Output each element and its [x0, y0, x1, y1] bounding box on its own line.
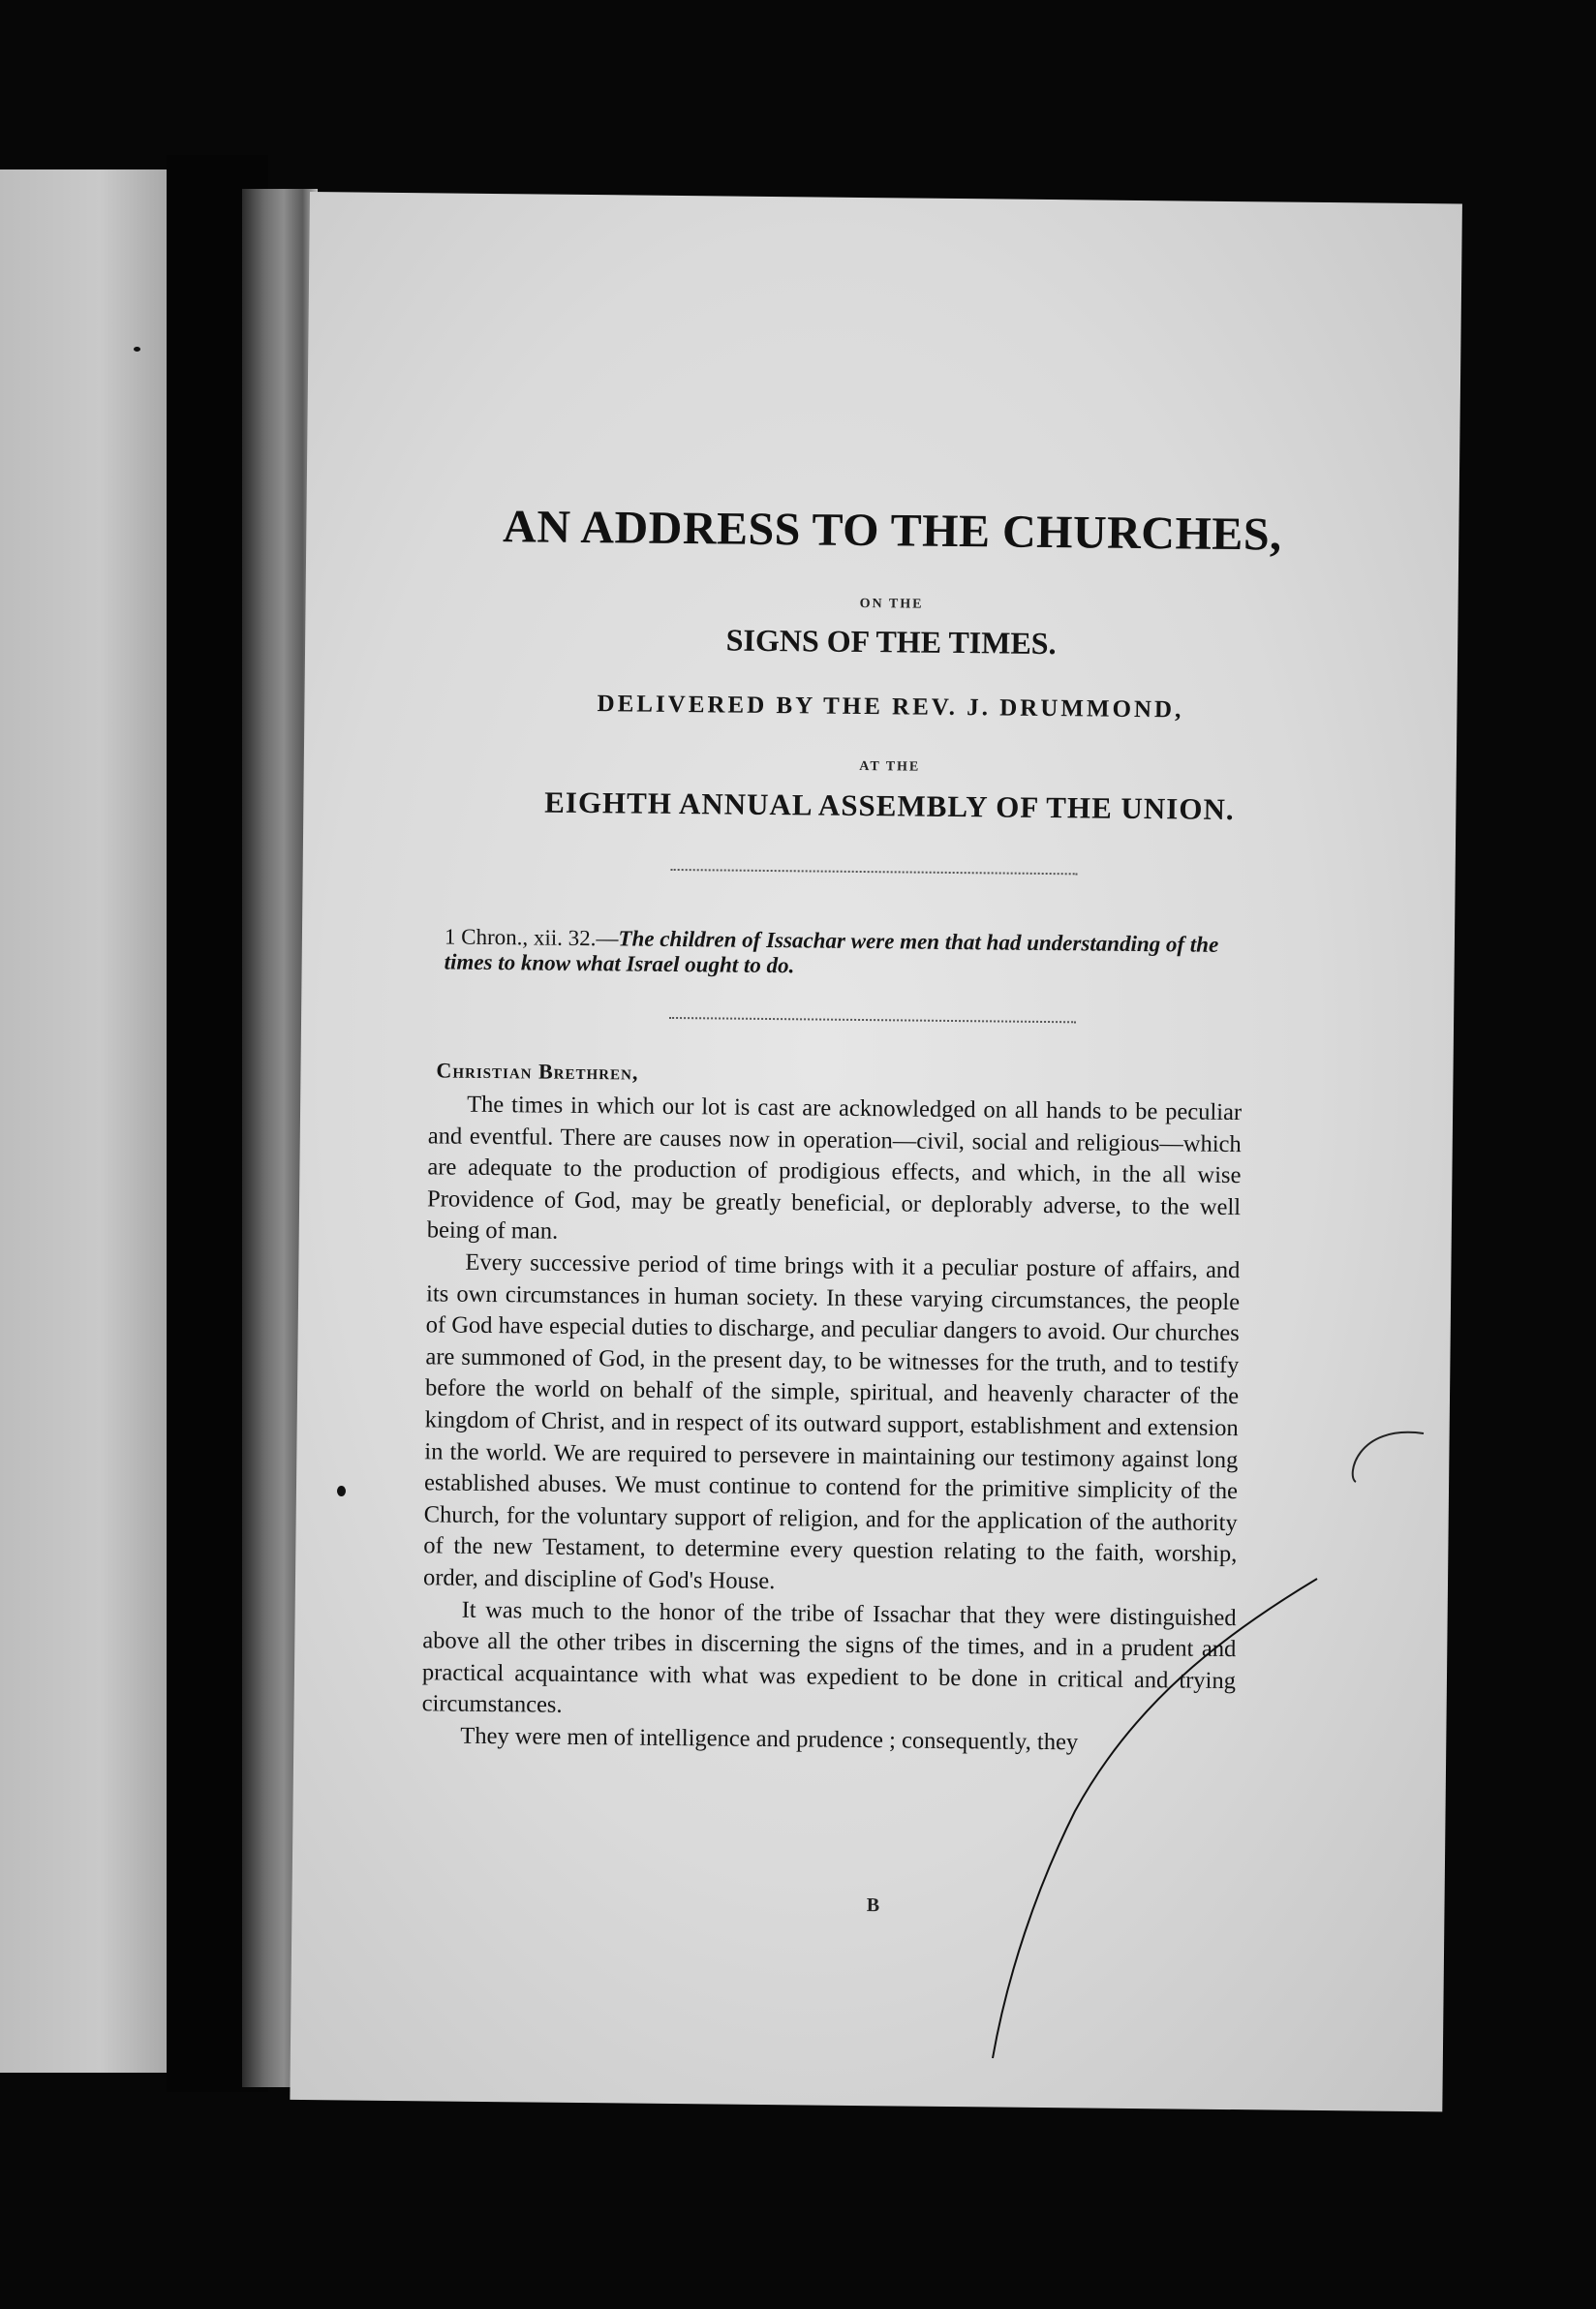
ink-speck	[134, 347, 140, 352]
at-the-label: AT THE	[859, 758, 921, 775]
paragraph-4: They were men of intelligence and prudence ; consequently, they	[460, 1722, 1079, 1756]
ink-speck	[337, 1486, 346, 1496]
paragraph-1: The times in which our lot is cast are acknowledged on all hands to be peculiar and eventful. There are causes now in operation—civil, social and religious—which are adequate to the production of prodigious effects, and which, in the all wise Providence of God, may be greatly beneficial, or deplorably adverse, to the well being of man.	[426, 1091, 1243, 1246]
on-the-label: ON THE	[859, 596, 924, 612]
signature-mark: B	[866, 1894, 880, 1917]
epigraph-quote: The children of Issachar were men that had understanding of the times to know what Israel ought to do.	[444, 926, 1219, 978]
epigraph-reference: 1 Chron., xii. 32.—	[444, 924, 619, 951]
assembly-line: EIGHTH ANNUAL ASSEMBLY OF THE UNION.	[544, 785, 1235, 827]
epigraph	[445, 924, 1258, 983]
document-page	[290, 192, 1462, 2111]
body-text	[421, 1089, 1242, 1760]
document-title: AN ADDRESS TO THE CHURCHES,	[502, 501, 1282, 561]
left-facing-page-edge	[0, 169, 167, 2073]
salutation: Christian Brethren,	[436, 1058, 639, 1085]
ornamental-rule-bottom	[669, 1017, 1076, 1023]
ornamental-rule-top	[671, 869, 1078, 875]
delivered-by-line: DELIVERED BY THE REV. J. DRUMMOND,	[597, 691, 1184, 723]
paragraph-3: It was much to the honor of the tribe of Issachar that they were distinguished above all the other tribes in discerning the signs of the times, and in a prudent and practical acquaintance with what was expedient to be done in critical and trying circumstances.	[421, 1596, 1237, 1719]
document-subtitle: SIGNS OF THE TIMES.	[725, 622, 1057, 662]
paragraph-2: Every successive period of time brings with it a peculiar posture of affairs, and its own circumstances in human society. In these varying circumstances, the people of God have especial duties to discharge, and peculiar dangers to avoid. Our churches are summoned of God, in the present day, to be witnesses for the truth, and to testify before the world on behalf of the simple, spiritual, and heavenly character of the kingdom of Christ, and in respect of its outward support, establishment and extension in the world. We are required to persevere in maintaining our testimony against long established abuses. We must continue to contend for the primitive simplicity of the Church, for the voluntary support of religion, and for the application of the authority of the new Testament, to determine every question relating to the faith, worship, order, and discipline of God's House.	[422, 1248, 1241, 1595]
